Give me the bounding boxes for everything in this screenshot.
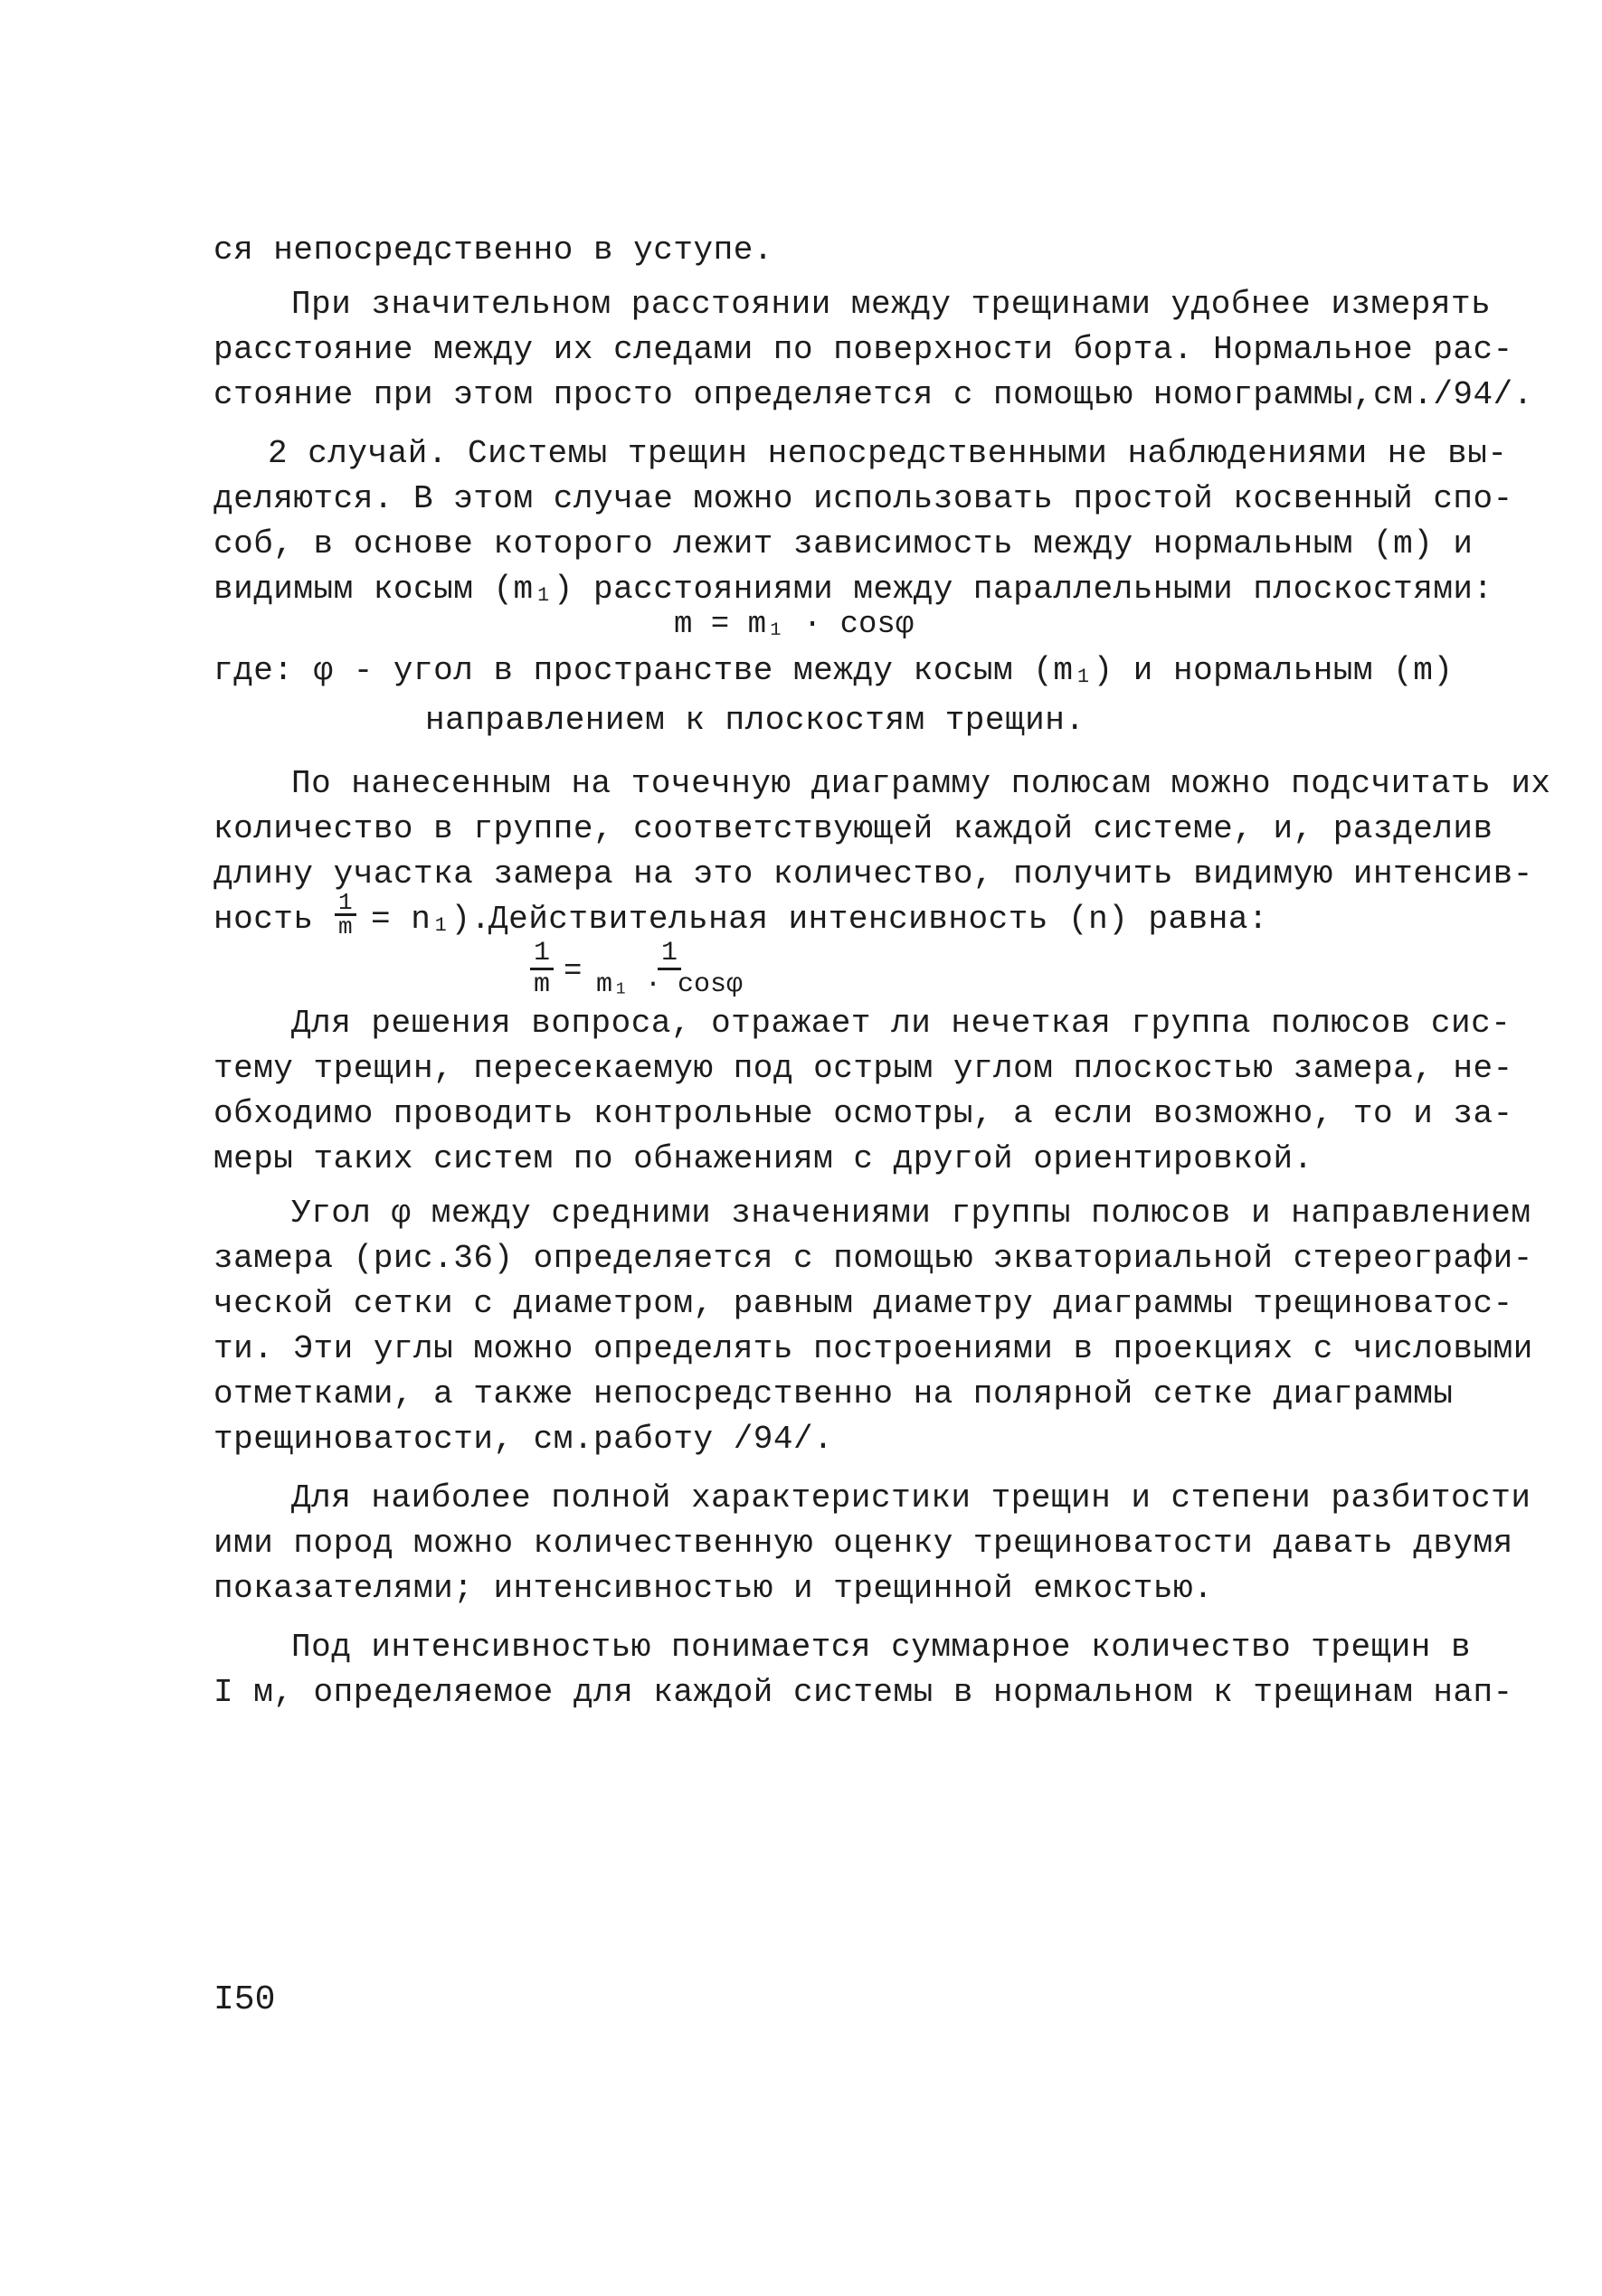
text-line: стояние при этом просто определяется с помощью номограммы,см./94/. [213, 376, 1533, 413]
text-line: отметками, а также непосредственно на полярной сетке диаграммы [213, 1375, 1454, 1413]
text-line: соб, в основе которого лежит зависимость между нормальным (m) и [213, 525, 1474, 562]
text-line: трещиноватости, см.работу /94/. [213, 1421, 834, 1458]
text-line: меры таких систем по обнажениям с другой ориентировкой. [213, 1140, 1313, 1177]
text-line: При значительном расстоянии между трещинами удобнее измерять [291, 286, 1492, 323]
text-line: длину участка замера на это количество, получить видимую интенсив- [213, 855, 1533, 893]
fraction-numerator: 1 [658, 939, 681, 970]
formula-right-fraction [592, 939, 746, 999]
text-line: ти. Эти углы можно определять построениями в проекциях с числовыми [213, 1330, 1533, 1367]
text-line: ся непосредственно в уступе. [213, 231, 773, 269]
formula-equals: = [564, 955, 583, 989]
text-line: направлением к плоскостям трещин. [425, 702, 1085, 739]
text-line: видимым косым (m₁) расстояниями между параллельными плоскостями: [213, 571, 1493, 608]
text-line: ческой сетки с диаметром, равным диаметру диаграммы трещиноватос- [213, 1285, 1513, 1322]
fraction-numerator: 1 [530, 939, 554, 970]
formula-m-cos: m = m₁ · cosφ [674, 608, 915, 642]
text-line: Действительная интенсивность (n) равна: [488, 901, 1269, 938]
text-line: Под интенсивностью понимается суммарное количество трещин в [291, 1629, 1472, 1666]
fraction-denominator: m [338, 913, 353, 940]
text-line: тему трещин, пересекаемую под острым углом плоскостью замера, не- [213, 1050, 1513, 1087]
text-line: По нанесенным на точечную диаграмму полюсам можно подсчитать их [291, 765, 1551, 802]
text-line: количество в группе, соответствующей каждой системе, и, разделив [213, 810, 1493, 847]
fraction-denominator: m [534, 969, 551, 1000]
text-line: деляются. В этом случае можно использовать простой косвенный спо- [213, 480, 1513, 517]
text-line: замера (рис.36) определяется с помощью экваториальной стереографи- [213, 1240, 1533, 1277]
text-line: ность [213, 901, 314, 938]
text-line: где: φ - угол в пространстве между косым (m₁) и нормальным (m) [213, 652, 1454, 689]
intensity-fraction [335, 889, 356, 940]
text-line: показателями; интенсивностью и трещинной емкостью. [213, 1570, 1214, 1607]
text-line: ими пород можно количественную оценку трещиноватости давать двумя [213, 1525, 1513, 1562]
formula-left-fraction [530, 939, 554, 999]
text-line: = n₁). [371, 901, 491, 938]
text-line: расстояние между их следами по поверхности борта. Нормальное рас- [213, 331, 1513, 368]
fraction-numerator: 1 [335, 892, 356, 916]
text-line: Для решения вопроса, отражает ли нечеткая группа полюсов сис- [291, 1005, 1512, 1042]
text-line: I м, определяемое для каждой системы в нормальном к трещинам нап- [213, 1674, 1513, 1711]
text-line: 2 случай. Системы трещин непосредственными наблюдениями не вы- [268, 435, 1508, 472]
text-line: Для наиболее полной характеристики трещин и степени разбитости [291, 1479, 1531, 1516]
fraction-denominator: m₁ · cosφ [596, 969, 744, 1000]
text-line: обходимо проводить контрольные осмотры, а если возможно, то и за- [213, 1095, 1513, 1132]
page-number: I50 [213, 1980, 276, 2019]
text-line: Угол φ между средними значениями группы полюсов и направлением [291, 1195, 1531, 1232]
